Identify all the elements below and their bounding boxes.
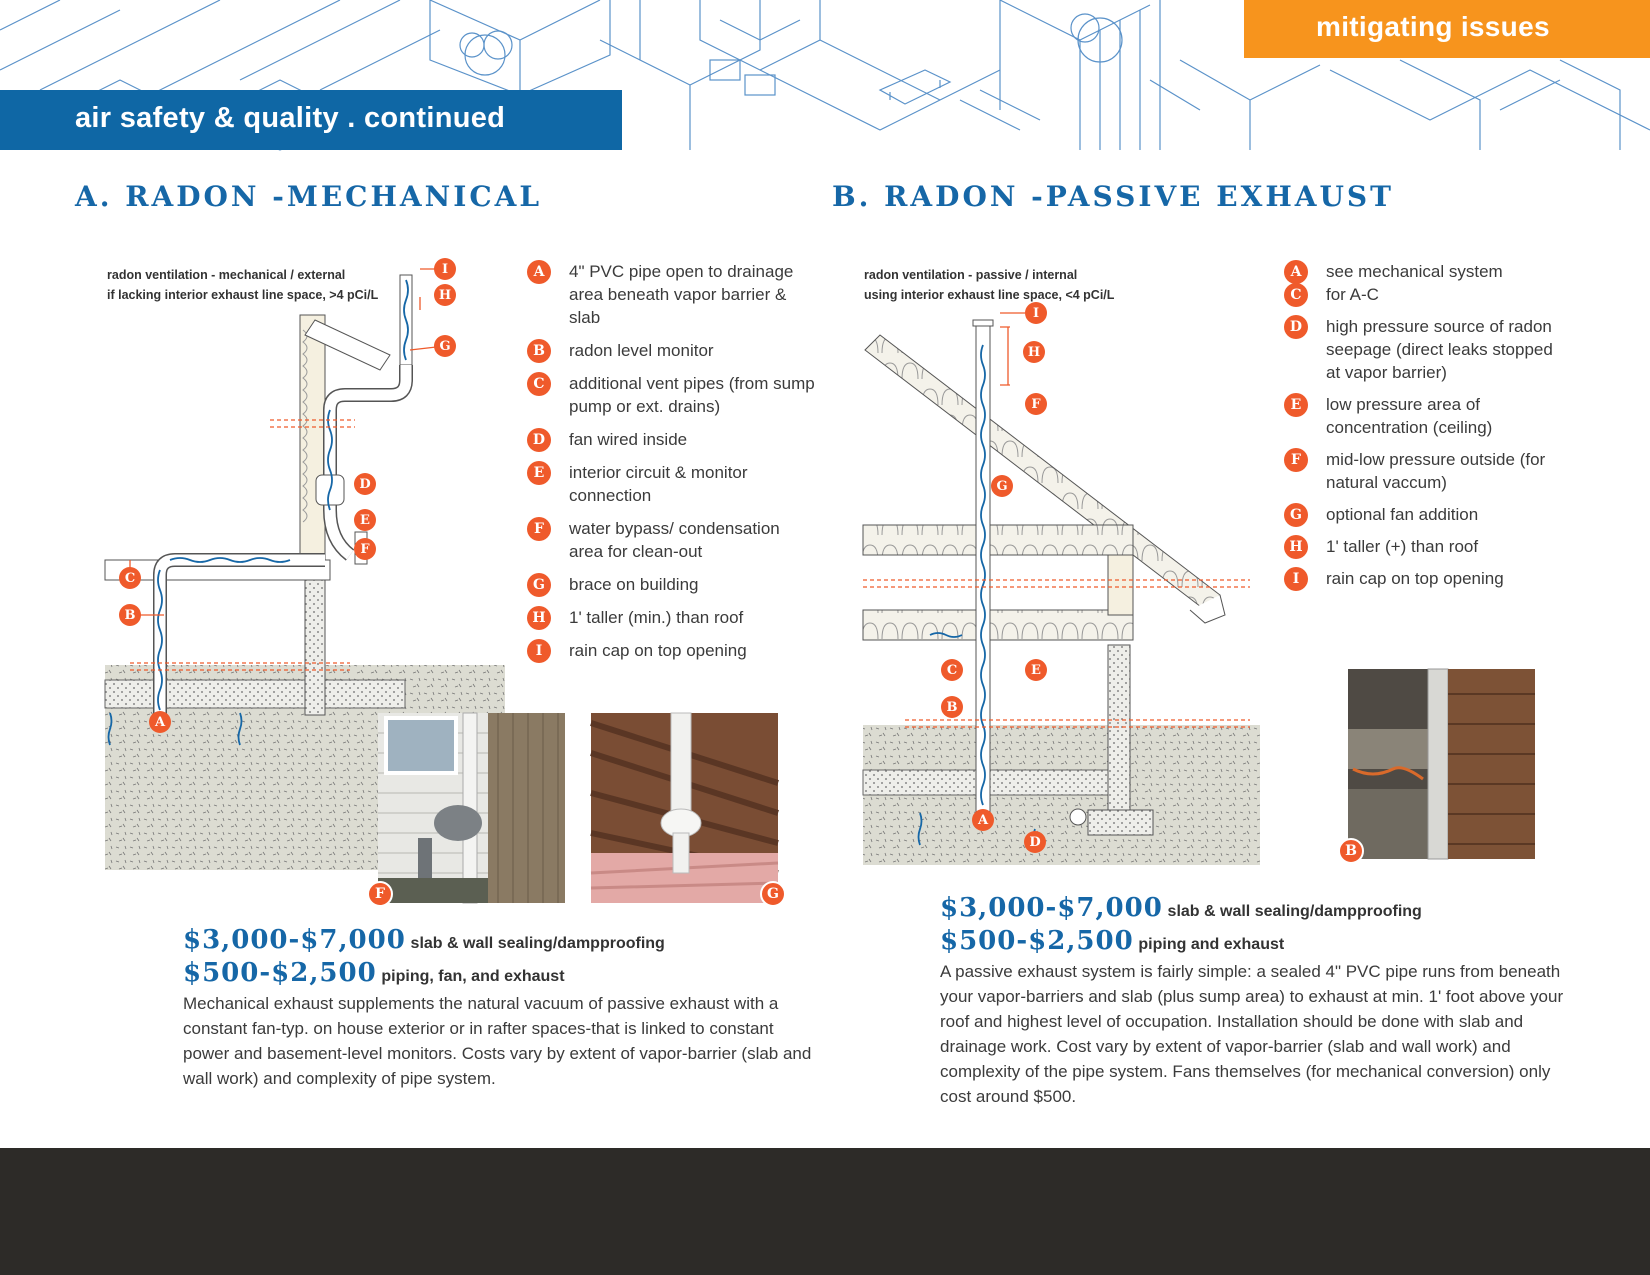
callout-c: C [124,571,136,586]
legend-item [1284,260,1554,283]
legend-bubble: F [527,517,551,541]
legend-text: radon level monitor [569,341,714,360]
photo-label-f: F [367,881,393,907]
cost-amount: $500-$2,500 [183,958,377,988]
footer-band [0,1148,1650,1275]
legend-bubble: C [527,372,551,396]
section-a-cost-block [183,925,813,1091]
legend-item [1284,393,1554,439]
legend-bubble: E [527,461,551,485]
cost-line [940,893,1570,926]
callout-e: E [1031,663,1041,678]
callout-f: F [360,542,370,557]
section-a-title: A. RADON -MECHANICAL [75,180,543,213]
section-b-legend [1284,260,1554,599]
legend-bubble: C [1284,283,1308,307]
callout-a: A [977,813,989,828]
caption-line: radon ventilation - mechanical / external [107,268,346,282]
legend-bubble: H [527,606,551,630]
legend-bubble: G [1284,503,1308,527]
cost-amount: $3,000-$7,000 [940,893,1163,923]
legend-item [1284,567,1554,590]
passive-radon-diagram [860,305,1260,865]
photo-attic-pipe [591,713,778,903]
legend-bubble: A [1284,260,1308,284]
callout-d: D [1029,835,1041,850]
legend-text: water bypass/ condensation area for clean-out [569,519,780,561]
callout-i: I [1032,306,1040,321]
legend-bubble: E [1284,393,1308,417]
cost-line [183,958,813,991]
callout-h: H [438,288,452,303]
legend-text: interior circuit & monitor connection [569,463,748,505]
cost-line [183,925,813,958]
foundation-wall [305,570,325,715]
legend-bubble: H [1284,535,1308,559]
legend-item [1284,448,1554,494]
callout-g: G [439,339,451,354]
section-b-cost-block [940,893,1570,1109]
legend-item [527,517,817,563]
callout-b: B [946,700,958,715]
legend-text: rain cap on top opening [569,641,747,660]
legend-text: mid-low pressure outside (for natural vaccum) [1326,450,1546,492]
slab [105,680,405,708]
legend-bubble: D [527,428,551,452]
cost-label: piping and exhaust [1138,936,1285,953]
category-tag: mitigating issues [1244,0,1650,58]
section-a-description: Mechanical exhaust supplements the natural vacuum of passive exhaust with a constant fan-typ. on house exterior or in rafter spaces-that is linked to constant power and basement-level monitors. Costs vary by extent of vapor-barrier (slab and wall work) and complexity of pipe system. [183,994,812,1088]
legend-text: additional vent pipes (from sump pump or ext. drains) [569,374,815,416]
caption-line: if lacking interior exhaust line space, >4 pCi/L [107,288,379,302]
legend-item [1284,315,1554,384]
photo-basement-pipe [1348,669,1535,859]
legend-item [527,639,817,662]
legend-item [527,339,817,362]
first-floor [863,610,1133,640]
legend-item [527,260,817,329]
legend-text: 1' taller (min.) than roof [569,608,744,627]
legend-item [527,606,817,629]
legend-text: rain cap on top opening [1326,569,1504,588]
section-b-description: A passive exhaust system is fairly simple: a sealed 4" PVC pipe runs from beneath your vapor-barriers and slab (plus sump area) to exhaust at min. 1' foot above your roof and highest level of occupation. Installation should be done with slab and drainage work. Cost vary by extent of vapor-barrier (slab and wall work) and complexity of the pipe system. Fans themselves (for mechanical conversion) only cost around $500. [940,962,1564,1106]
legend-text: low pressure area of concentration (ceiling) [1326,395,1493,437]
cost-label: slab & wall sealing/dampproofing [1167,903,1422,920]
header-illustration-band [0,0,1650,150]
legend-item [527,428,817,451]
legend-item [527,372,817,418]
section-b-diagram-caption [864,265,1114,305]
legend-text: 1' taller (+) than roof [1326,537,1479,556]
legend-bubble: F [1284,448,1308,472]
legend-bubble: G [527,573,551,597]
legend-text: brace on building [569,575,699,594]
roof-slope [865,335,1220,610]
cost-amount: $3,000-$7,000 [183,925,406,955]
legend-text: for A-C [1326,285,1379,304]
legend-text: fan wired inside [569,430,688,449]
callout-a: A [154,715,166,730]
legend-bubble: B [527,339,551,363]
legend-item [1284,283,1554,306]
callout-g: G [996,479,1008,494]
callout-f: F [1031,397,1041,412]
callout-d: D [359,477,371,492]
cost-line [940,926,1570,959]
legend-bubble: A [527,260,551,284]
legend-text: optional fan addition [1326,505,1479,524]
legend-text: high pressure source of radon seepage (direct leaks stopped at vapor barrier) [1326,317,1553,382]
callout-e: E [360,513,370,528]
legend-item [1284,535,1554,558]
callout-i: I [441,262,449,277]
cost-label: piping, fan, and exhaust [381,968,565,985]
section-b-title: B. RADON -PASSIVE EXHAUST [832,180,1394,213]
photo-label-g: G [760,881,786,907]
legend-bubble: I [1284,567,1308,591]
section-tag: air safety & quality . continued [0,90,622,150]
cost-amount: $500-$2,500 [940,926,1134,956]
caption-line: using interior exhaust line space, <4 pCi/L [864,288,1115,302]
legend-item [527,461,817,507]
cost-label: slab & wall sealing/dampproofing [410,935,665,952]
legend-text: 4" PVC pipe open to drainage area beneath vapor barrier & slab [569,262,794,327]
legend-text: see mechanical system [1326,262,1503,281]
legend-item [1284,503,1554,526]
attic-floor [863,525,1133,555]
legend-bubble: I [527,639,551,663]
callout-b: B [124,608,136,623]
footing [1088,810,1153,835]
callout-c: C [946,663,958,678]
drain-tile [1070,809,1086,825]
callout-h: H [1027,345,1041,360]
photo-exterior-fan [378,713,565,903]
caption-line: radon ventilation - passive / internal [864,268,1078,282]
section-a-legend [527,260,817,672]
photo-label-b: B [1338,838,1364,864]
legend-item [527,573,817,596]
legend-bubble: D [1284,315,1308,339]
